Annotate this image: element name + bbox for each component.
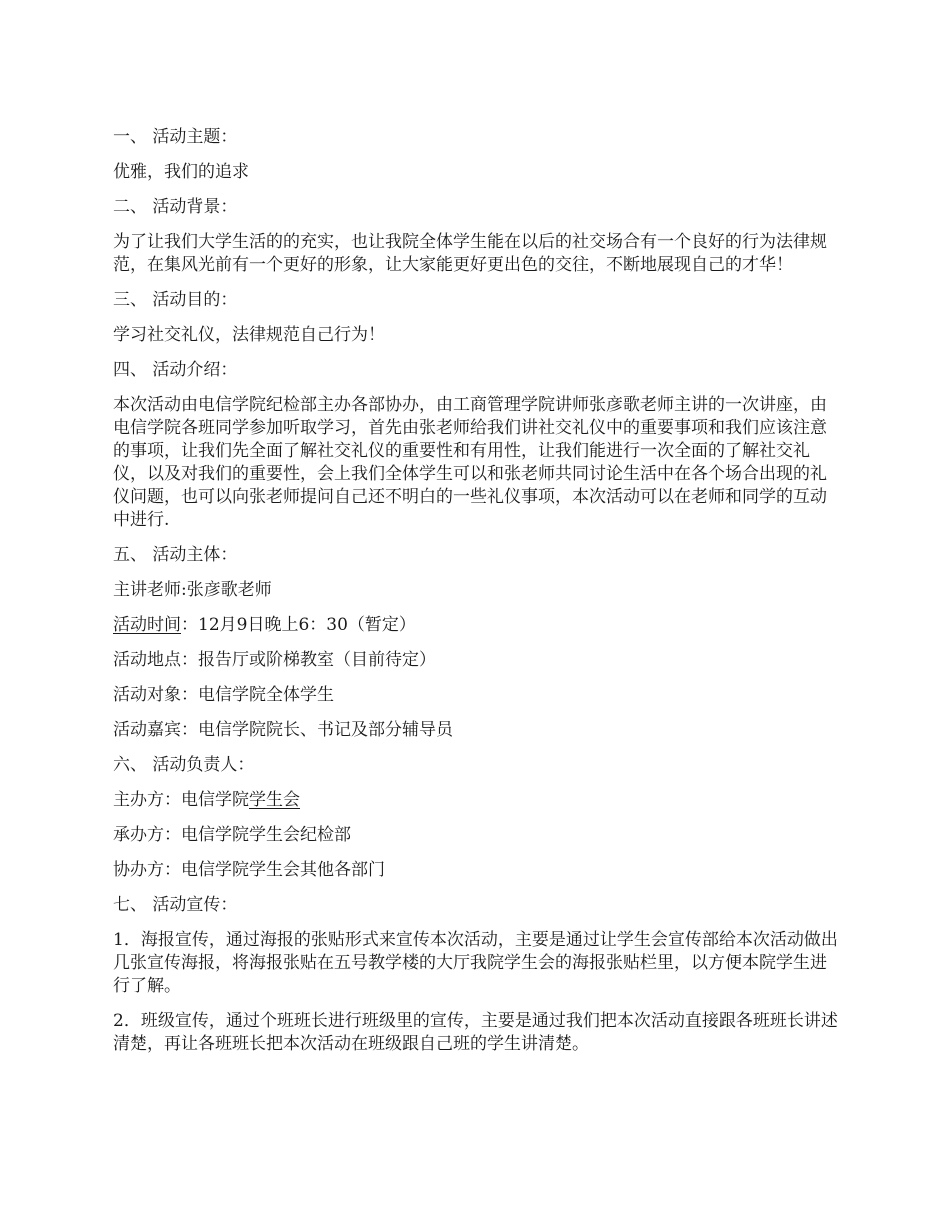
section-1-body: 优雅，我们的追求: [113, 162, 249, 182]
time-label-link[interactable]: 活动时间: [113, 615, 181, 635]
guests-line: 活动嘉宾：电信学院院长、书记及部分辅导员: [113, 720, 453, 740]
section-7-heading: 七、 活动宣传：: [113, 895, 238, 915]
host-line: [113, 789, 843, 812]
section-5-heading: 五、 活动主体：: [113, 545, 238, 565]
section-4-heading: 四、 活动介绍：: [113, 360, 238, 380]
speaker-line: 主讲老师:张彦歌老师: [113, 580, 272, 600]
student-union-link[interactable]: 学生会: [249, 790, 300, 810]
host-prefix: 主办方：电信学院: [113, 790, 249, 810]
promotion-item-2: 2．班级宣传，通过个班班长进行班级里的宣传，主要是通过我们把本次活动直接跟各班班长讲述清楚，再让各班班长把本次活动在班级跟自己班的学生讲清楚。: [113, 1011, 838, 1054]
promotion-item-1: 1．海报宣传，通过海报的张贴形式来宣传本次活动，主要是通过让学生会宣传部给本次活动做出几张宣传海报，将海报张贴在五号教学楼的大厅我院学生会的海报张贴栏里，以方便本院学生进行了解。: [113, 930, 838, 996]
section-2-heading: 二、 活动背景：: [113, 197, 238, 217]
section-4-body: 本次活动由电信学院纪检部主办各部协办，由工商管理学院讲师张彦歌老师主讲的一次讲座，由电信学院各班同学参加听取学习，首先由张老师给我们讲社交礼仪中的重要事项和我们应该注意的事项，让我们先全面了解社交礼仪的重要性和有用性，让我们能进行一次全面的了解社交礼仪，以及对我们的重要性，会上我们全体学生可以和张老师共同讨论生活中在各个场合出现的礼仪问题，也可以向张老师提问自己还不明白的一些礼仪事项，本次活动可以在老师和同学的互动中进行.: [113, 395, 827, 530]
time-value: ：12月9日晚上6：30（暂定）: [181, 615, 416, 635]
organizer-line: 承办方：电信学院学生会纪检部: [113, 825, 351, 845]
place-line: 活动地点：报告厅或阶梯教室（目前待定）: [113, 650, 436, 670]
cohost-line: 协办方：电信学院学生会其他各部门: [113, 860, 385, 880]
section-6-heading: 六、 活动负责人：: [113, 755, 255, 775]
section-3-body: 学习社交礼仪，法律规范自己行为！: [113, 325, 385, 345]
section-2-body: 为了让我们大学生活的的充实，也让我院全体学生能在以后的社交场合有一个良好的行为法律规范，在集风光前有一个更好的形象，让大家能更好更出色的交往，不断地展现自己的才华！: [113, 232, 827, 275]
time-line: [113, 614, 843, 637]
audience-line: 活动对象：电信学院全体学生: [113, 685, 334, 705]
document-page: [113, 126, 843, 1068]
section-3-heading: 三、 活动目的：: [113, 290, 238, 310]
section-1-heading: 一、 活动主题：: [113, 127, 238, 147]
